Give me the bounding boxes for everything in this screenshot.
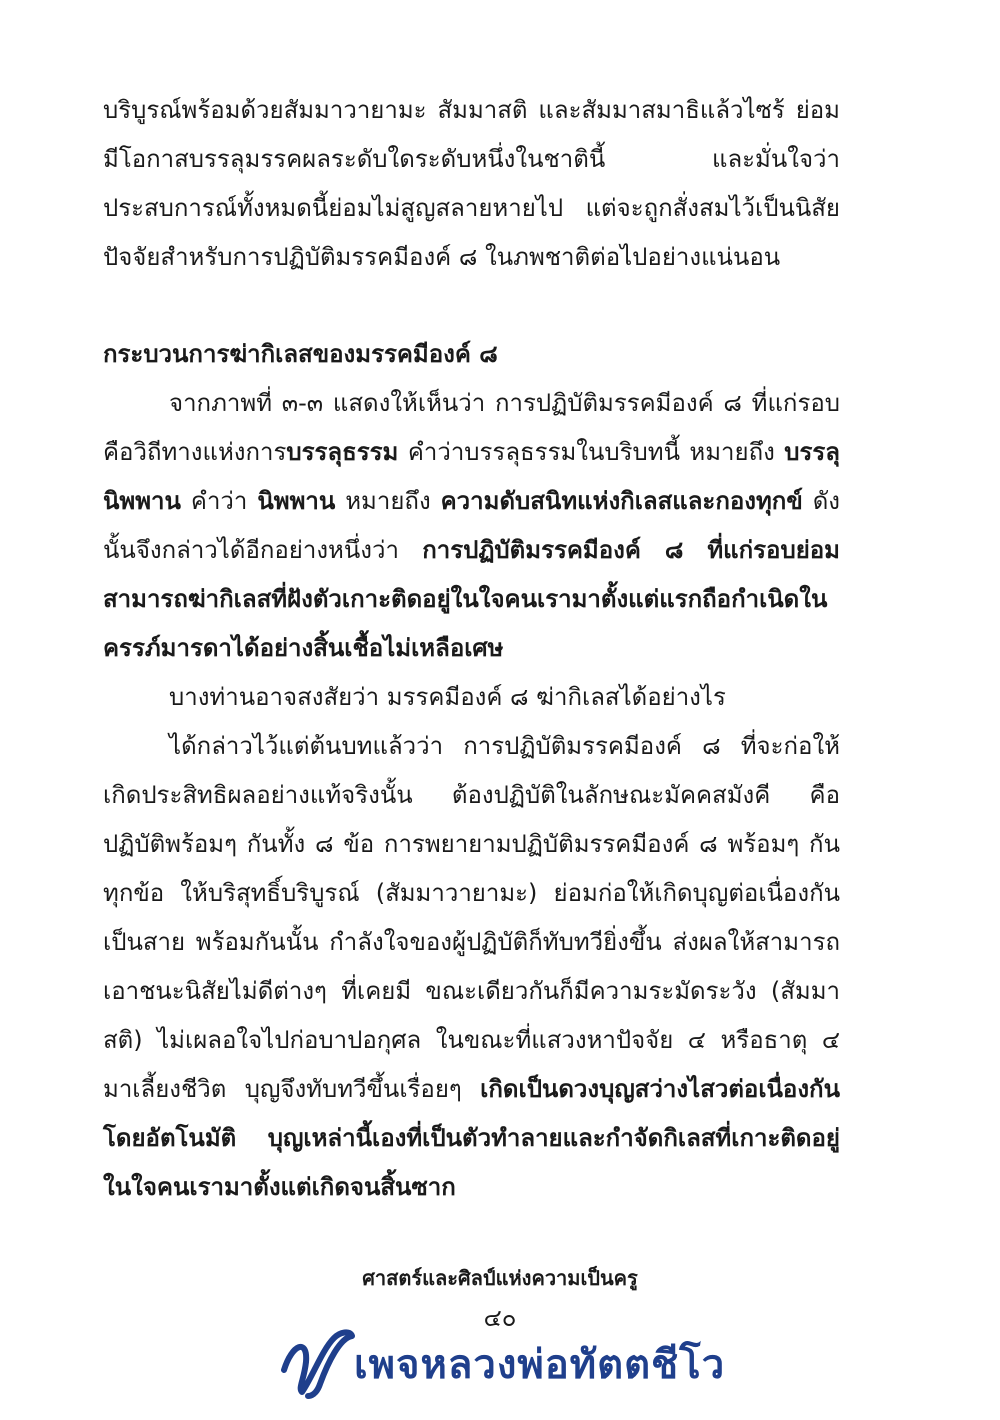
bold-text-run: บรรลุธรรม [286, 438, 399, 466]
page-logo [278, 1322, 738, 1402]
book-title: ศาสตร์และศิลป์แห่งความเป็นครู [362, 1266, 638, 1290]
section-gap [103, 282, 840, 330]
bold-text-run: นิพพาน [257, 487, 336, 515]
page-number: ๔๐ [483, 1304, 517, 1332]
bold-text-run: เกิดเป็นดวงบุญสว่างไสวต่อเนื่องกันโดยอัตโนมัติ บุญเหล่านี้เองที่เป็นตัวทำลายและกำจัดกิเลสที่เกาะติดอยู่ในใจคนเรามาตั้งแต่เกิดจนสิ้นซาก [103, 1075, 840, 1201]
paragraph [103, 86, 840, 282]
bold-text-run: การปฏิบัติมรรคมีองค์ ๘ ที่แก่รอบย่อมสามารถฆ่ากิเลสที่ฝังตัวเกาะติดอยู่ในใจคนเรามาตั้งแต่แรกถือกำเนิดในครรภ์มารดาได้อย่างสิ้นเชื้อไม่เหลือเศษ [103, 536, 840, 662]
text-run: คำว่าบรรลุธรรมในบริบทนี้ หมายถึง [398, 438, 785, 466]
text-run: คำว่า [180, 487, 258, 515]
bold-text-run: บรรลุนิพพาน [103, 438, 840, 515]
text-run: ดังนั้นจึงกล่าวได้อีกอย่างหนึ่งว่า [103, 487, 840, 564]
body-text [103, 86, 840, 1212]
swoosh-logo-icon [278, 1322, 358, 1402]
text-run: บริบูรณ์พร้อมด้วยสัมมาวายามะ สัมมาสติ และสัมมาสมาธิแล้วไซร้ ย่อมมีโอกาสบรรลุมรรคผลระดับใดระดับหนึ่งในชาตินี้ และมั่นใจว่า ประสบการณ์ทั้งหมดนี้ย่อมไม่สูญสลายหายไป แต่จะถูกสั่งสมไว้เป็นนิสัย ปัจจัยสำหรับการปฏิบัติมรรคมีองค์ ๘ ในภพชาติต่อไปอย่างแน่นอน [103, 96, 840, 271]
text-run: บางท่านอาจสงสัยว่า มรรคมีองค์ ๘ ฆ่ากิเลสได้อย่างไร [169, 683, 726, 711]
logo-text: เพจหลวงพ่อทัตตชีโว [354, 1342, 726, 1388]
text-run: หมายถึง [335, 487, 441, 515]
section-heading [103, 330, 840, 379]
paragraph [103, 722, 840, 1212]
paragraph [103, 673, 840, 722]
bold-text-run: กระบวนการฆ่ากิเลสของมรรคมีองค์ ๘ [103, 340, 498, 368]
paragraph [103, 379, 840, 673]
text-run: จากภาพที่ ๓-๓ แสดงให้เห็นว่า การปฏิบัติมรรคมีองค์ ๘ ที่แก่รอบ คือวิถีทางแห่งการ [103, 389, 840, 466]
bold-text-run: ความดับสนิทแห่งกิเลสและกองทุกข์ [440, 487, 803, 515]
text-run: ได้กล่าวไว้แต่ต้นบทแล้วว่า การปฏิบัติมรรคมีองค์ ๘ ที่จะก่อให้เกิดประสิทธิผลอย่างแท้จริงนั้น ต้องปฏิบัติในลักษณะมัคคสมังคี คือ ปฏิบัติพร้อมๆ กันทั้ง ๘ ข้อ การพยายามปฏิบัติมรรคมีองค์ ๘ พร้อมๆ กันทุกข้อ ให้บริสุทธิ์บริบูรณ์ (สัมมาวายามะ) ย่อมก่อให้เกิดบุญต่อเนื่องกันเป็นสาย พร้อมกันนั้น กำลังใจของผู้ปฏิบัติก็ทับทวียิ่งขึ้น ส่งผลให้สามารถเอาชนะนิสัยไม่ดีต่างๆ ที่เคยมี ขณะเดียวกันก็มีความระมัดระวัง (สัมมาสติ) ไม่เผลอใจไปก่อบาปอกุศล ในขณะที่แสวงหาปัจจัย ๔ หรือธาตุ ๔ มาเลี้ยงชีวิต บุญจึงทับทวีขึ้นเรื่อยๆ [103, 732, 840, 1103]
